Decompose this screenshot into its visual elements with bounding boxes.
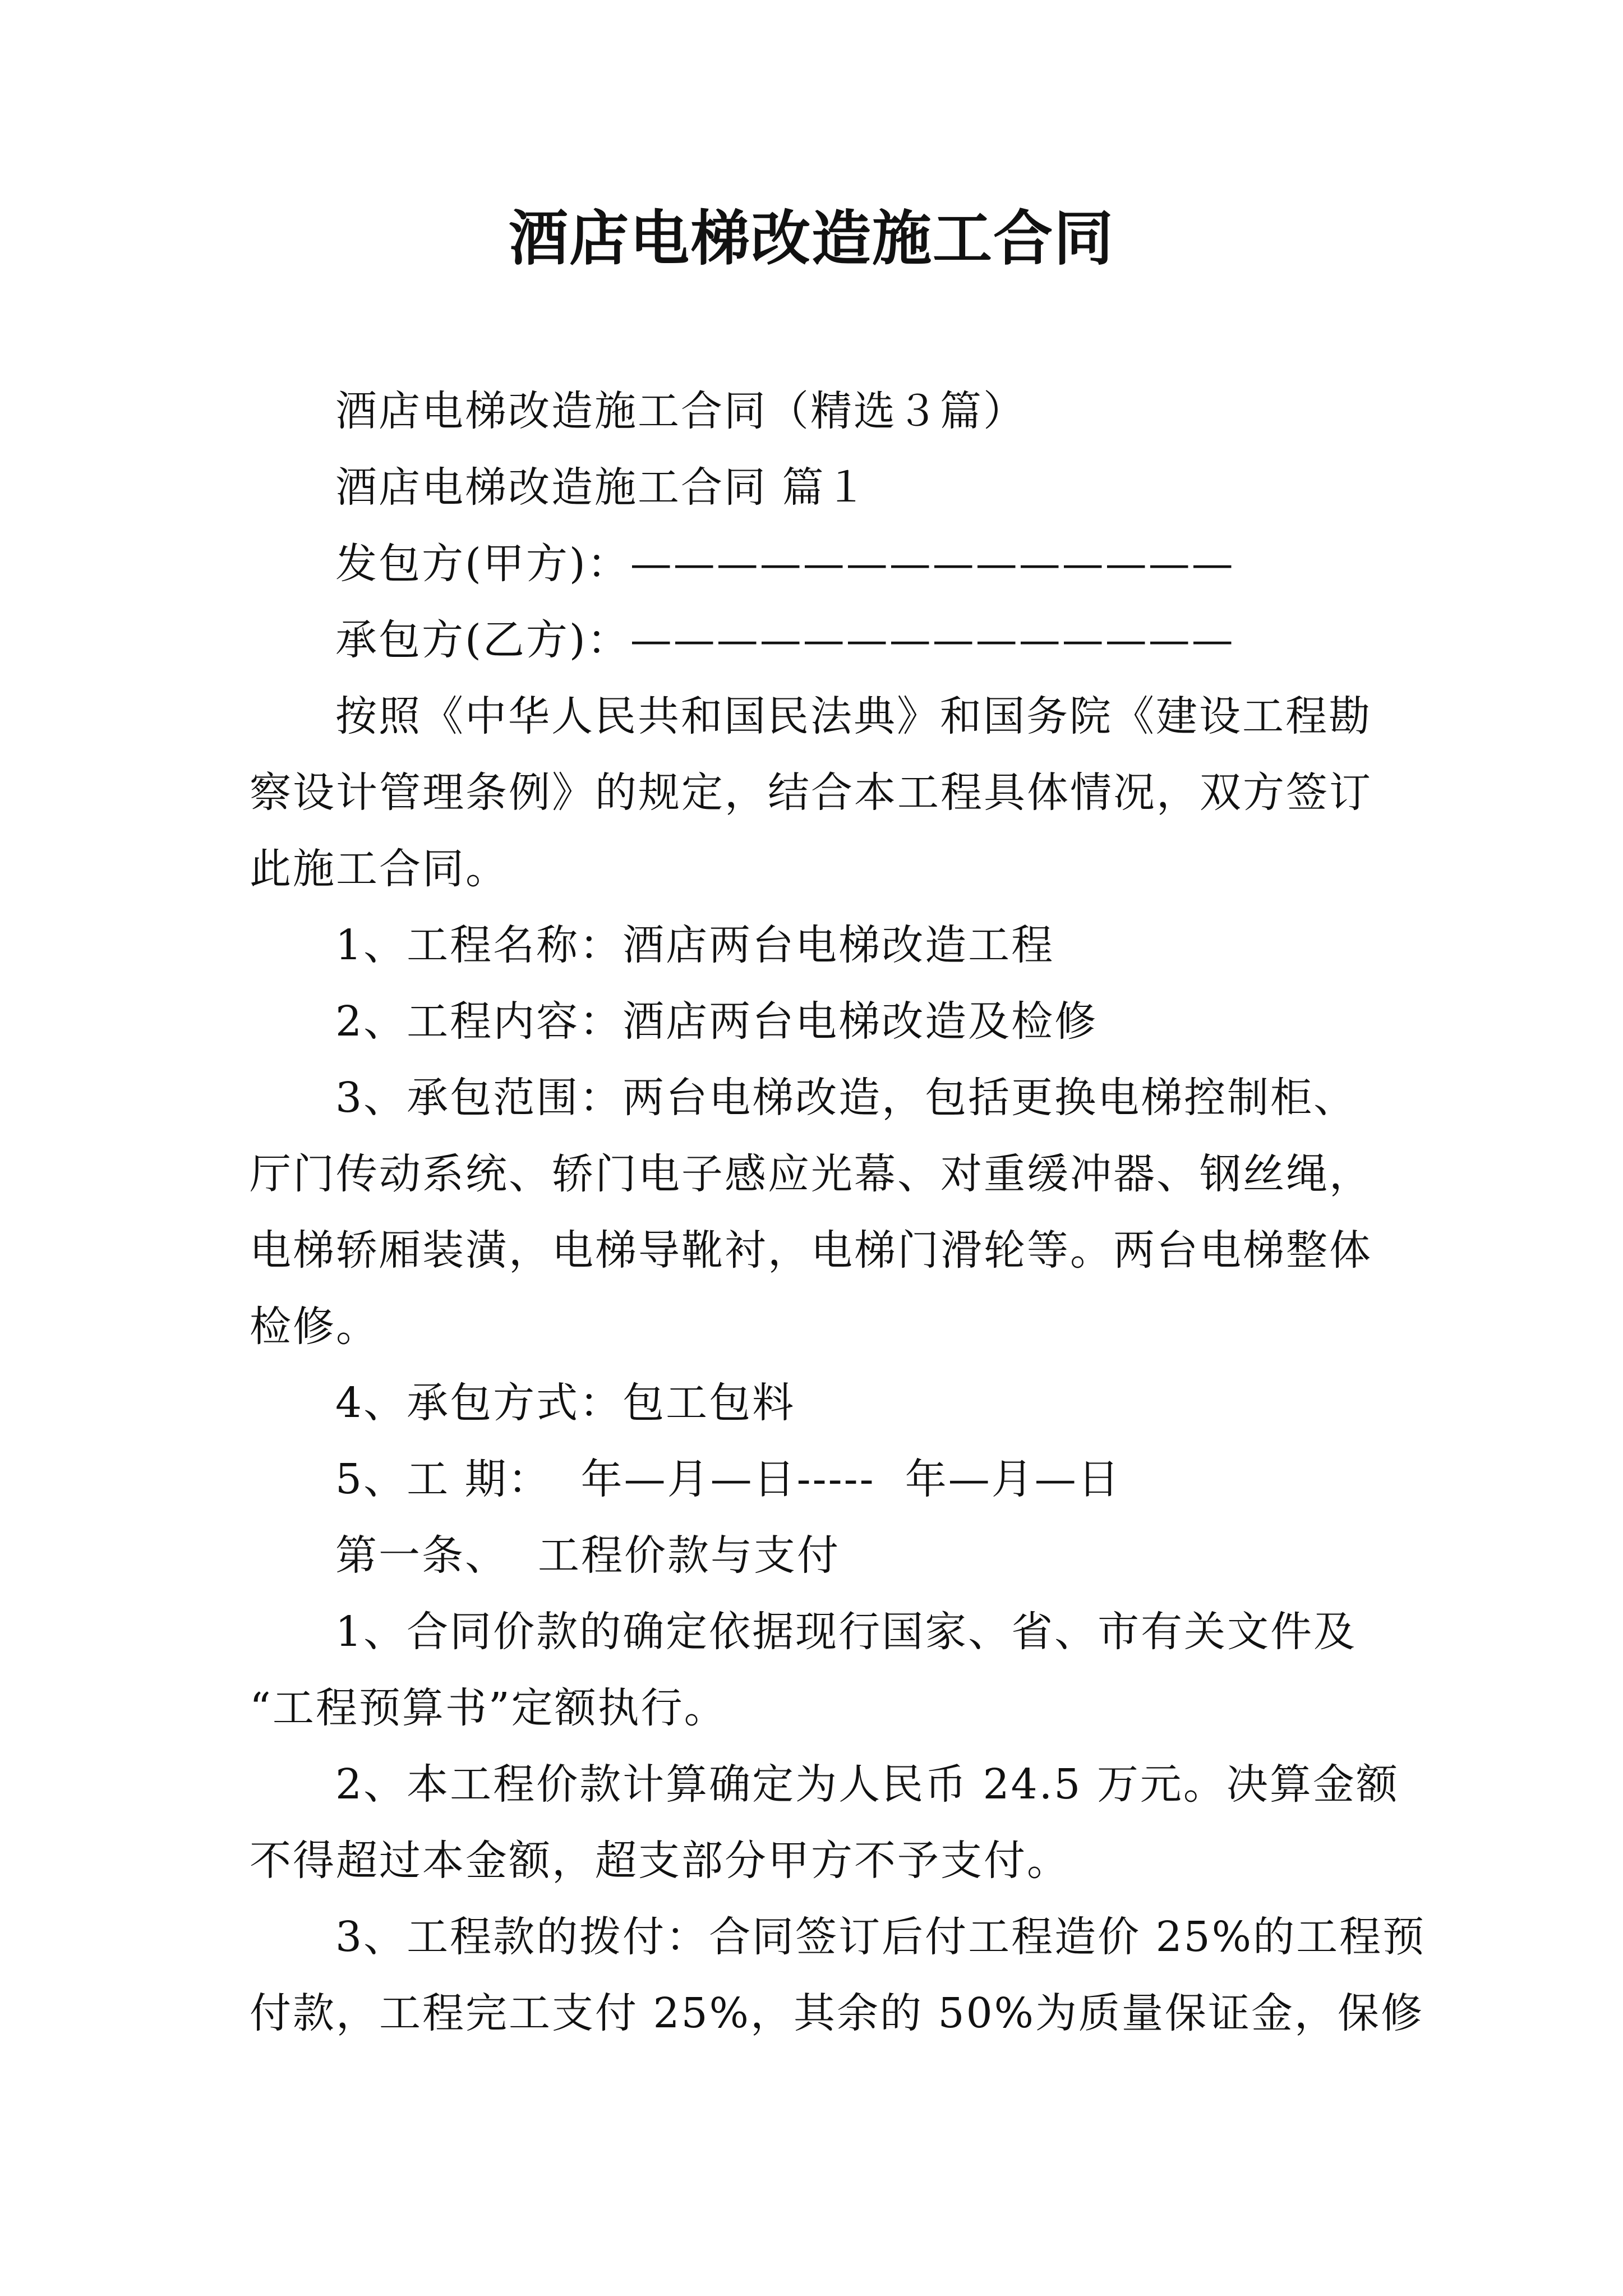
paragraph-line: 付款，工程完工支付 25%，其余的 50%为质量保证金，保修 bbox=[250, 1989, 1424, 2037]
paragraph-line: 酒店电梯改造施工合同（精选３篇） bbox=[335, 387, 1026, 435]
paragraph-line: 电梯轿厢装潢，电梯导靴衬，电梯门滑轮等。两台电梯整体 bbox=[250, 1226, 1372, 1274]
paragraph-line: 厅门传动系统、轿门电子感应光幕、对重缓冲器、钢丝绳， bbox=[250, 1150, 1372, 1198]
paragraph-line: 3、工程款的拨付：合同签订后付工程造价 25%的工程预 bbox=[335, 1913, 1426, 1961]
paragraph-line: 承包方(乙方)：—————————————— bbox=[335, 616, 1235, 664]
paragraph-line: 察设计管理条例》的规定，结合本工程具体情况，双方签订 bbox=[250, 769, 1372, 817]
paragraph-line: 1、工程名称：酒店两台电梯改造工程 bbox=[335, 921, 1055, 969]
paragraph-line: 按照《中华人民共和国民法典》和国务院《建设工程勘 bbox=[335, 692, 1372, 740]
document-body bbox=[250, 373, 1426, 2051]
paragraph-line: 不得超过本金额，超支部分甲方不予支付。 bbox=[250, 1837, 1070, 1885]
paragraph-line: 2、工程内容：酒店两台电梯改造及检修 bbox=[335, 997, 1098, 1046]
paragraph-line: 1、合同价款的确定依据现行国家、省、市有关文件及 bbox=[335, 1608, 1357, 1656]
document-title: 酒店电梯改造施工合同 bbox=[509, 203, 1114, 273]
paragraph-line: “工程预算书”定额执行。 bbox=[250, 1684, 727, 1732]
paragraph-line: 酒店电梯改造施工合同 篇１ bbox=[335, 463, 869, 512]
paragraph-line: 检修。 bbox=[250, 1303, 379, 1351]
paragraph-line: 第一条、 工程价款与支付 bbox=[335, 1531, 841, 1580]
paragraph-line: 2、本工程价款计算确定为人民币 24.5 万元。决算金额 bbox=[335, 1760, 1399, 1809]
paragraph-line: 此施工合同。 bbox=[250, 845, 509, 893]
paragraph-line: 4、承包方式：包工包料 bbox=[335, 1379, 796, 1427]
paragraph-line: 5、工 期： 年—月—日----- 年—月—日 bbox=[335, 1455, 1121, 1503]
paragraph-line: 3、承包范围：两台电梯改造，包括更换电梯控制柜、 bbox=[335, 1074, 1357, 1122]
paragraph-line: 发包方(甲方)：—————————————— bbox=[335, 540, 1235, 588]
